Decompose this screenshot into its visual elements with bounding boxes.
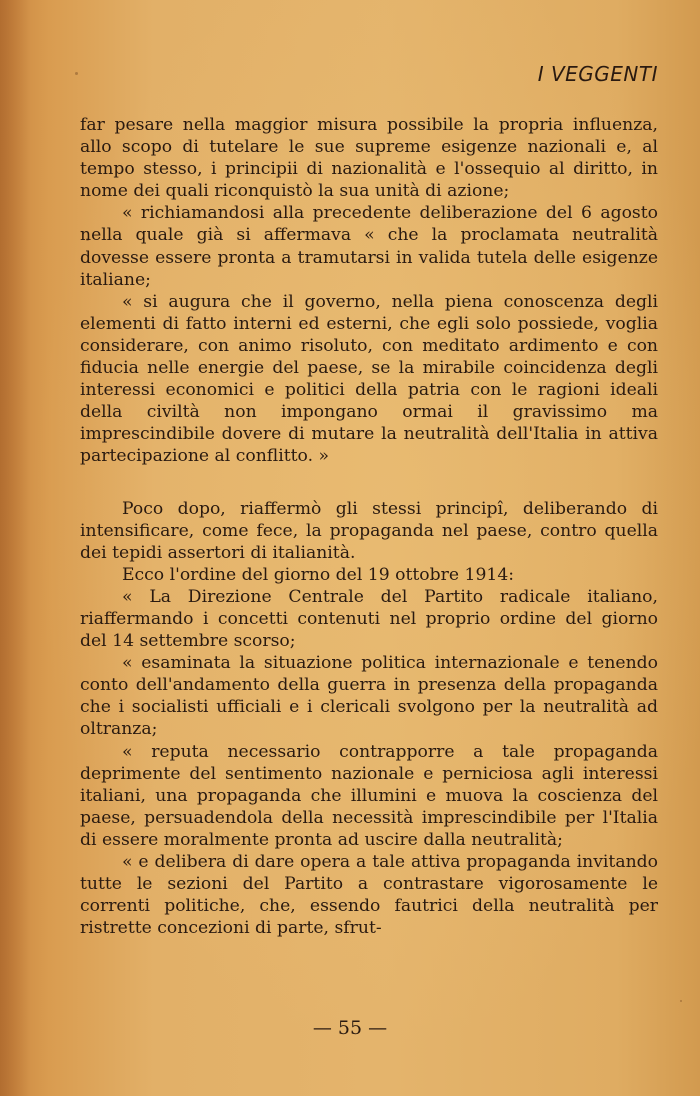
page-edge-shadow (0, 0, 30, 1096)
running-head: I VEGGENTI (537, 62, 658, 86)
paragraph: « si augura che il governo, nella piena conoscenza degli elementi di fatto interni ed esterni, che egli solo possiede, voglia considerare, con animo risoluto, con meditato ardimento e con fiducia nelle energie del paese, se la mirabile coincidenza degli interessi economici e politici della patria con le ragioni ideali della civiltà non impongano ormai il gravissimo ma imprescindibile dovere di mutare la neutralità dell'Italia in attiva partecipazione al conflitto. » (80, 291, 658, 467)
body-text (80, 114, 658, 939)
paragraph: « e delibera di dare opera a tale attiva propaganda invitando tutte le sezioni del Partito a contrastare vigorosamente le correnti politiche, che, essendo fautrici della neutralità per ristrette concezioni di parte, sfrut- (80, 852, 658, 939)
paragraph: « reputa necessario contrapporre a tale propaganda deprimente del sentimento nazionale e perniciosa agli interessi italiani, una propaganda che illumini e muova la coscienza del paese, persuadendola della necessità imprescindibile per l'Italia di essere moralmente pronta ad uscire dalla neutralità; (80, 741, 658, 850)
paragraph: Poco dopo, riaffermò gli stessi principî, deliberando di intensificare, come fece, la propaganda nel paese, contro quella dei tepidi assertori di italianità. (80, 498, 658, 563)
paper-speck (680, 1000, 682, 1002)
paragraph: far pesare nella maggior misura possibile la propria influenza, allo scopo di tutelare le sue supreme esigenze nazionali e, al tempo stesso, i principii di nazionalità e l'ossequio al diritto, in nome dei quali riconquistò la sua unità di azione; (80, 115, 658, 202)
paragraph: Ecco l'ordine del giorno del 19 ottobre 1914: (122, 564, 515, 585)
page-number: — 55 — (312, 1017, 388, 1039)
paper-speck (75, 72, 78, 75)
paragraph: « La Direzione Centrale del Partito radicale italiano, riaffermando i concetti contenuti nel proprio ordine del giorno del 14 settembre scorso; (80, 586, 658, 652)
paragraph: « esaminata la situazione politica internazionale e tenendo conto dell'andamento della guerra in presenza della propaganda che i socialisti ufficiali e i clericali svolgono per la neutralità ad oltranza; (80, 653, 658, 740)
paragraph: « richiamandosi alla precedente deliberazione del 6 agosto nella quale già si affermava « che la proclamata neutralità dovesse essere pronta a tramutarsi in valida tutela delle esigenze italiane; (80, 203, 658, 290)
